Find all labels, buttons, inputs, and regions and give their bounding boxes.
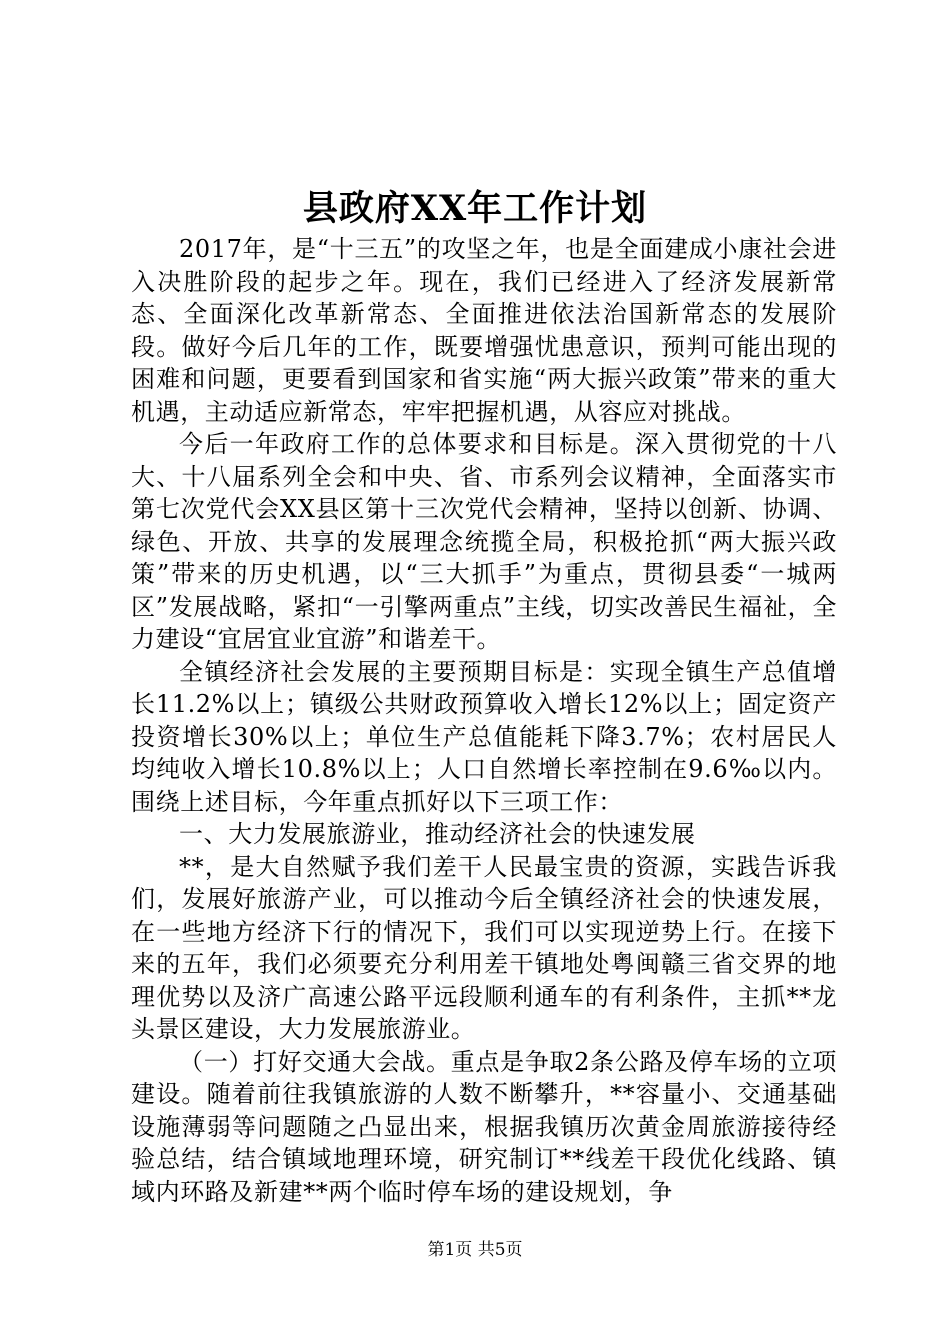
- paragraph-overall-requirements: 今后一年政府工作的总体要求和目标是。深入贯彻党的十八大、十八届系列全会和中央、省、市系列会议精神，全面落实市第七次党代会XX县区第十三次党代会精神，坚持以创新、协调、绿色、开放、共享的发展理念统揽全局，积极抢抓“两大振兴政策”带来的历史机遇，以“三大抓手”为重点，贯彻县委“一城两区”发展战略，紧扣“一引擎两重点”主线，切实改善民生福祉，全力建设“宜居宜业宜游”和谐差干。: [131, 430, 837, 653]
- document-body: [131, 233, 837, 1208]
- paragraph-intro: 2017年，是“十三五”的攻坚之年，也是全面建成小康社会进入决胜阶段的起步之年。现在，我们已经进入了经济发展新常态、全面深化改革新常态、全面推进依法治国新常态的发展阶段。做好今后几年的工作，既要增强忧患意识，预判可能出现的困难和问题，更要看到国家和省实施“两大振兴政策”带来的重大机遇，主动适应新常态，牢牢把握机遇，从容应对挑战。: [131, 235, 837, 426]
- section-heading-1: 一、大力发展旅游业，推动经济社会的快速发展: [179, 820, 696, 848]
- paragraph-expected-targets: 全镇经济社会发展的主要预期目标是：实现全镇生产总值增长11.2%以上；镇级公共财政预算收入增长12%以上；固定资产投资增长30%以上；单位生产总值能耗下降3.7%；农村居民人均纯收入增长10.8%以上；人口自然增长率控制在9.6‰以内。围绕上述目标，今年重点抓好以下三项工作：: [131, 657, 837, 816]
- document-title: 县政府XX年工作计划: [302, 188, 648, 229]
- paragraph-transport: （一）打好交通大会战。重点是争取2条公路及停车场的立项建设。随着前往我镇旅游的人数不断攀升，**容量小、交通基础设施薄弱等问题随之凸显出来，根据我镇历次黄金周旅游接待经验总结，结合镇域地理环境，研究制订**线差干段优化线路、镇域内环路及新建**两个临时停车场的建设规划，争: [131, 1047, 837, 1206]
- page-footer: 第1页 共5页: [427, 1240, 523, 1260]
- paragraph-tourism: **，是大自然赋予我们差干人民最宝贵的资源，实践告诉我们，发展好旅游产业，可以推动今后全镇经济社会的快速发展，在一些地方经济下行的情况下，我们可以实现逆势上行。在接下来的五年，我们必须要充分利用差干镇地处粤闽赣三省交界的地理优势以及济广高速公路平远段顺利通车的有利条件，主抓**龙头景区建设，大力发展旅游业。: [131, 852, 837, 1043]
